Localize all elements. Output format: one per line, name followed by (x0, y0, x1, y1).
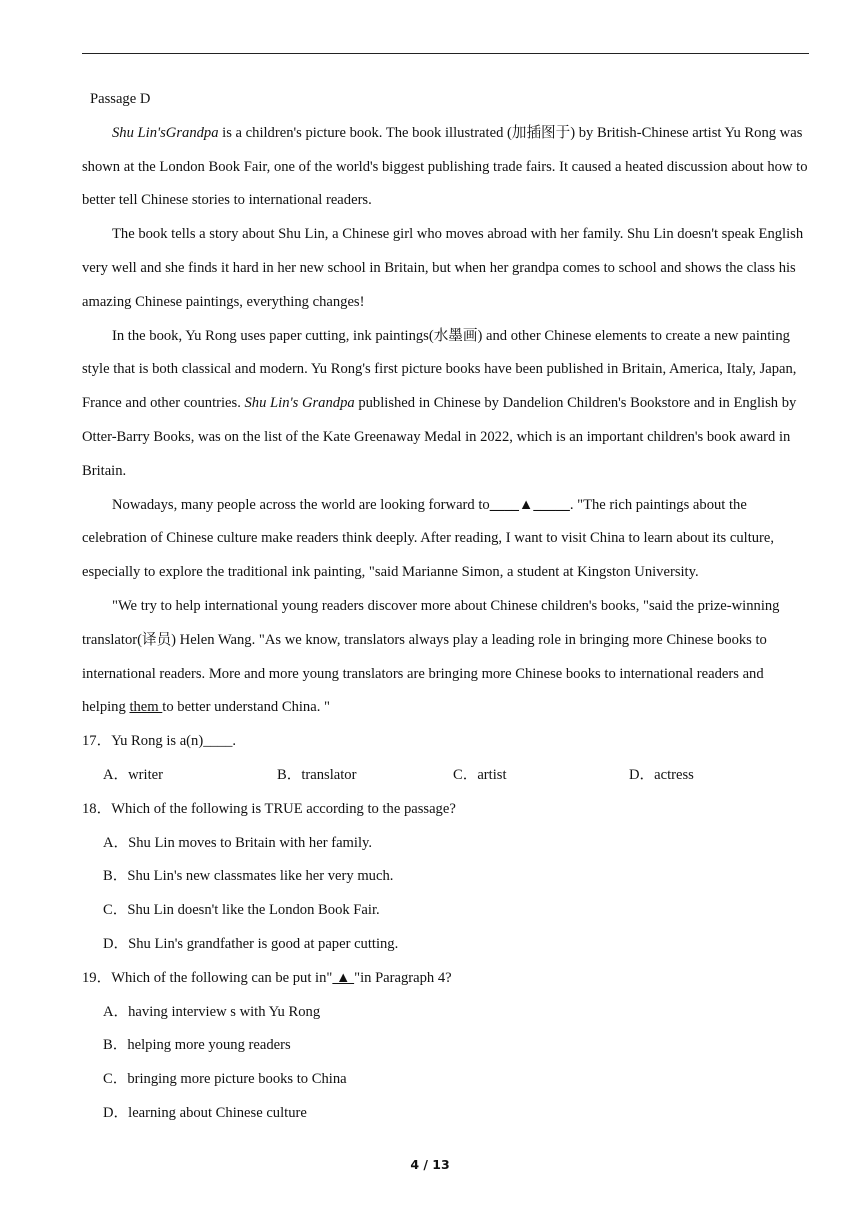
paragraph-3-text-before: In the book, Yu Rong uses paper cutting, ink paintings(水墨画) and other Chinese elements to create a new painting style that is both classical and modern. Yu Rong's first picture books have been published in Britain, America, Italy, Japan, France and other countries. (82, 327, 797, 412)
answer-blank: ____▲_____ (489, 496, 570, 513)
underlined-word: them (129, 699, 163, 716)
paragraph-3-text-after: published in Chinese by Dandelion Children's Bookstore and in English by Otter-Barry Books, was on the list of the Kate Greenaway Medal in 2022, which is an important children's book award in Britain. (82, 395, 797, 479)
option-a[interactable]: A．writer (103, 766, 163, 783)
paragraph-1-text: is a children's picture book. The book illustrated (加插图于) by British-Chinese artist Yu Rong was shown at the London Book Fair, one of the world's biggest publishing trade fairs. It caused a heated discussion about how to better tell Chinese stories to international readers. (82, 124, 808, 209)
question-17-blank: ____ (203, 733, 233, 750)
question-17-end: . (232, 733, 237, 750)
question-19-blank: ▲ (332, 969, 355, 986)
option-c[interactable]: C．bringing more picture books to China (103, 1071, 347, 1088)
paragraph-4-text-after: . "The rich paintings about the celebration of Chinese culture make readers think deeply. After reading, I want to visit China to learn about its culture, especially to explore the traditional ink painting, "said Marianne Simon, a student at Kingston University. (82, 496, 775, 581)
header-rule (82, 53, 809, 54)
page-number: 4 / 13 (410, 1157, 450, 1172)
option-b[interactable]: B．translator (277, 766, 357, 783)
paragraph-5-text-after: to better understand China. " (162, 699, 330, 716)
paragraph-3 (82, 320, 809, 489)
document-body (82, 83, 809, 1131)
question-17-options (82, 759, 809, 793)
option-b[interactable]: B．helping more young readers (103, 1037, 291, 1054)
paragraph-4 (82, 489, 809, 590)
option-c[interactable]: C．Shu Lin doesn't like the London Book Fair. (103, 902, 380, 919)
book-title: Shu Lin's Grandpa (244, 395, 355, 412)
question-17 (82, 725, 809, 759)
question-19 (82, 962, 809, 996)
option-a[interactable]: A．having interview s with Yu Rong (103, 1003, 321, 1020)
paragraph-4-text-before: Nowadays, many people across the world are looking forward to (112, 496, 490, 513)
paragraph-1 (82, 117, 809, 218)
book-title: Shu Lin'sGrandpa (112, 124, 219, 141)
question-17-stem: 17．Yu Rong is a(n) (82, 733, 204, 750)
option-a[interactable]: A．Shu Lin moves to Britain with her family. (103, 834, 373, 851)
question-19-stem-after: "in Paragraph 4? (354, 969, 452, 986)
option-d[interactable]: D．Shu Lin's grandfather is good at paper cutting. (103, 935, 399, 952)
paragraph-2: The book tells a story about Shu Lin, a Chinese girl who moves abroad with her family. Shu Lin doesn't speak English very well and she finds it hard in her new school in Britain, but when her grandpa comes to school and shows the class his amazing Chinese paintings, everything changes! (82, 226, 804, 310)
passage-heading: Passage D (90, 91, 151, 107)
question-18-stem: 18．Which of the following is TRUE according to the passage? (82, 800, 456, 817)
paragraph-5-text-before: "We try to help international young readers discover more about Chinese children's books, "said the prize-winning translator(译员) Helen Wang. "As we know, translators always play a leading role in bringing more Chinese books to international readers. More and more young translators are bringing more Chinese books to international readers and helping (82, 597, 780, 716)
paragraph-5 (82, 590, 809, 725)
option-b[interactable]: B．Shu Lin's new classmates like her very much. (103, 868, 394, 885)
option-d[interactable]: D．learning about Chinese culture (103, 1104, 307, 1121)
question-19-stem-before: 19．Which of the following can be put in" (82, 969, 333, 986)
option-c[interactable]: C．artist (453, 766, 507, 783)
option-d[interactable]: D．actress (629, 766, 694, 783)
